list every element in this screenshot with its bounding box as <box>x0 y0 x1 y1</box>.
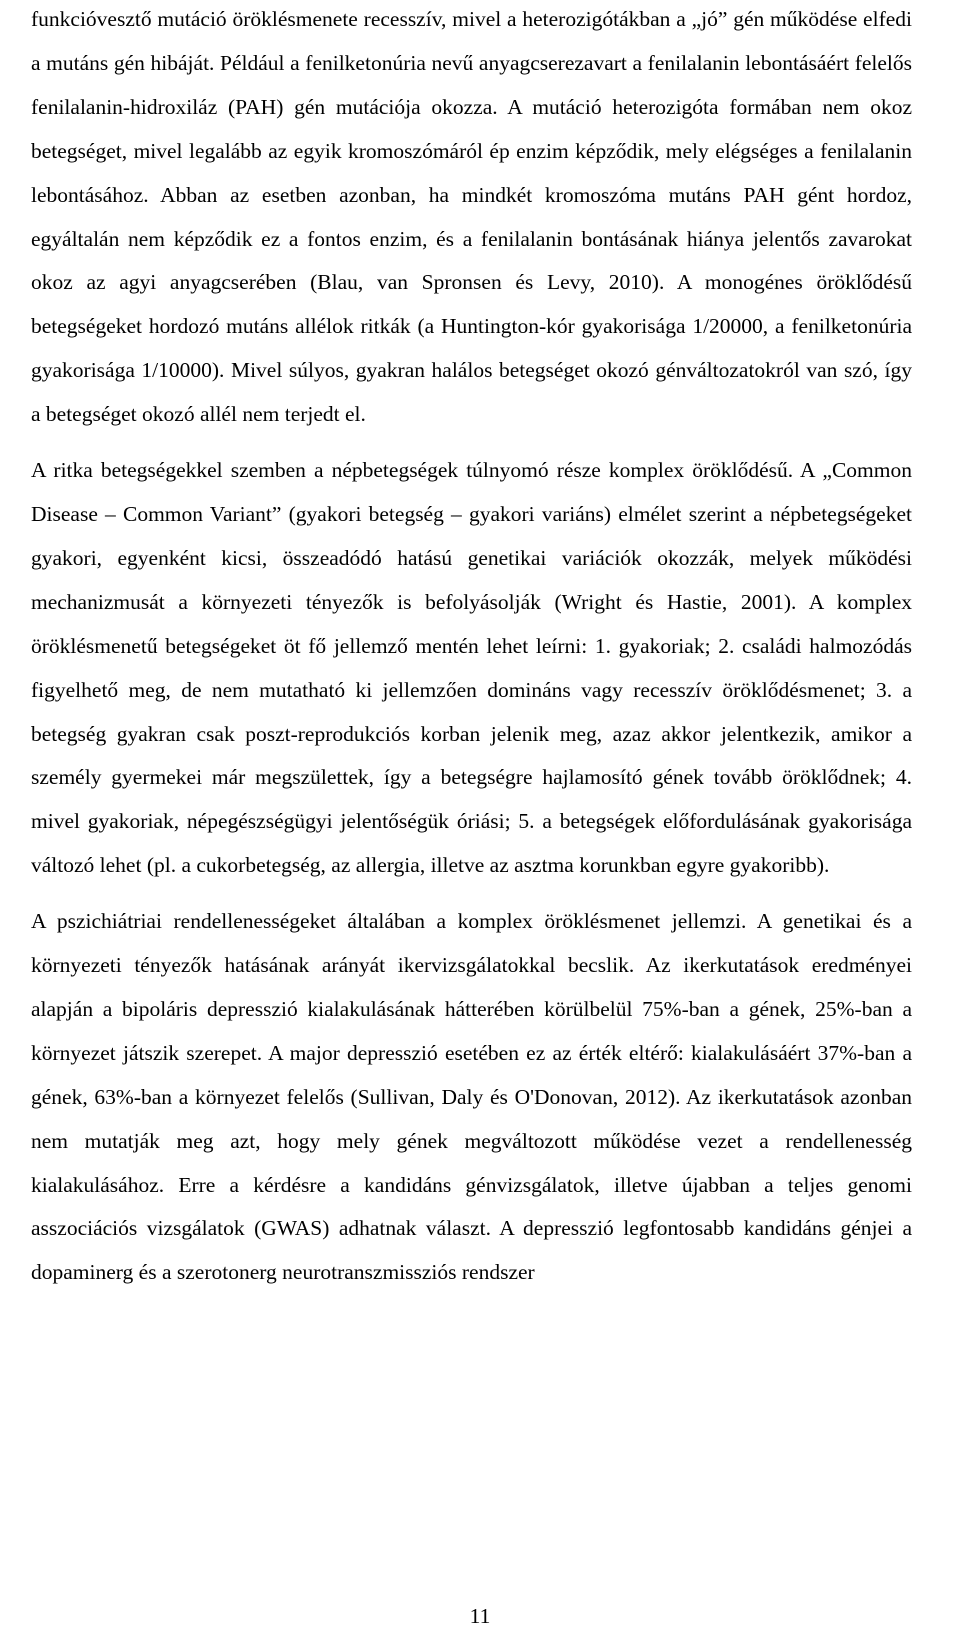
page-number: 11 <box>469 1604 491 1628</box>
paragraph-complex-inheritance: A ritka betegségekkel szemben a népbetegségek túlnyomó része komplex öröklődésű. A „Common Disease – Common Variant” (gyakori betegség – gyakori variáns) elmélet szerint a népbetegségeket gyakori, egyenként kicsi, összeadódó hatású genetikai variációk okozzák, melyek működési mechanizmusát a környezeti tényezők is befolyásolják (Wright és Hastie, 2001). A komplex öröklésmenetű betegségeket öt fő jellemző mentén lehet leírni: 1. gyakoriak; 2. családi halmozódás figyelhető meg, de nem mutatható ki jellemzően domináns vagy recesszív öröklődésmenet; 3. a betegség gyakran csak poszt-reprodukciós korban jelenik meg, azaz akkor jelentkezik, amikor a személy gyermekei már megszülettek, így a betegségre hajlamosító gének tovább öröklődnek; 4. mivel gyakoriak, népegészségügyi jelentőségük óriási; 5. a betegségek előfordulásának gyakorisága változó lehet (pl. a cukorbetegség, az allergia, illetve az asztma korunkban egyre gyakoribb). <box>31 458 912 878</box>
paragraph-psychiatric-disorders: A pszichiátriai rendellenességeket általában a komplex öröklésmenet jellemzi. A genetikai és a környezeti tényezők hatásának arányát ikervizsgálatokkal becslik. Az ikerkutatások eredményei alapján a bipoláris depresszió kialakulásának hátterében körülbelül 75%-ban a gének, 25%-ban a környezet játszik szerepet. A major depresszió esetében ez az érték eltérő: kialakulásáért 37%-ban a gének, 63%-ban a környezet felelős (Sullivan, Daly és O'Donovan, 2012). Az ikerkutatások azonban nem mutatják meg azt, hogy mely gének megváltozott működése vezet a rendellenesség kialakulásához. Erre a kérdésre a kandidáns génvizsgálatok, illetve újabban a teljes genomi asszociációs vizsgálatok (GWAS) adhatnak választ. A depresszió legfontosabb kandidáns génjei a dopaminerg és a szerotonerg neurotranszmissziós rendszer <box>31 909 912 1285</box>
document-body <box>31 0 912 1295</box>
paragraph-recessive-mutation: funkcióvesztő mutáció öröklésmenete recesszív, mivel a heterozigótákban a „jó” gén működése elfedi a mutáns gén hibáját. Például a fenilketonúria nevű anyagcserezavart a fenilalanin lebontásáért felelős fenilalanin-hidroxiláz (PAH) gén mutációja okozza. A mutáció heterozigóta formában nem okoz betegséget, mivel legalább az egyik kromoszómáról ép enzim képződik, mely elégséges a fenilalanin lebontásához. Abban az esetben azonban, ha mindkét kromoszóma mutáns PAH gént hordoz, egyáltalán nem képződik ez a fontos enzim, és a fenilalanin bontásának hiánya jelentős zavarokat okoz az agyi anyagcserében (Blau, van Spronsen és Levy, 2010). A monogénes öröklődésű betegségeket hordozó mutáns allélok ritkák (a Huntington-kór gyakorisága 1/20000, a fenilketonúria gyakorisága 1/10000). Mivel súlyos, gyakran halálos betegséget okozó génváltozatokról van szó, így a betegséget okozó allél nem terjedt el. <box>31 7 912 427</box>
